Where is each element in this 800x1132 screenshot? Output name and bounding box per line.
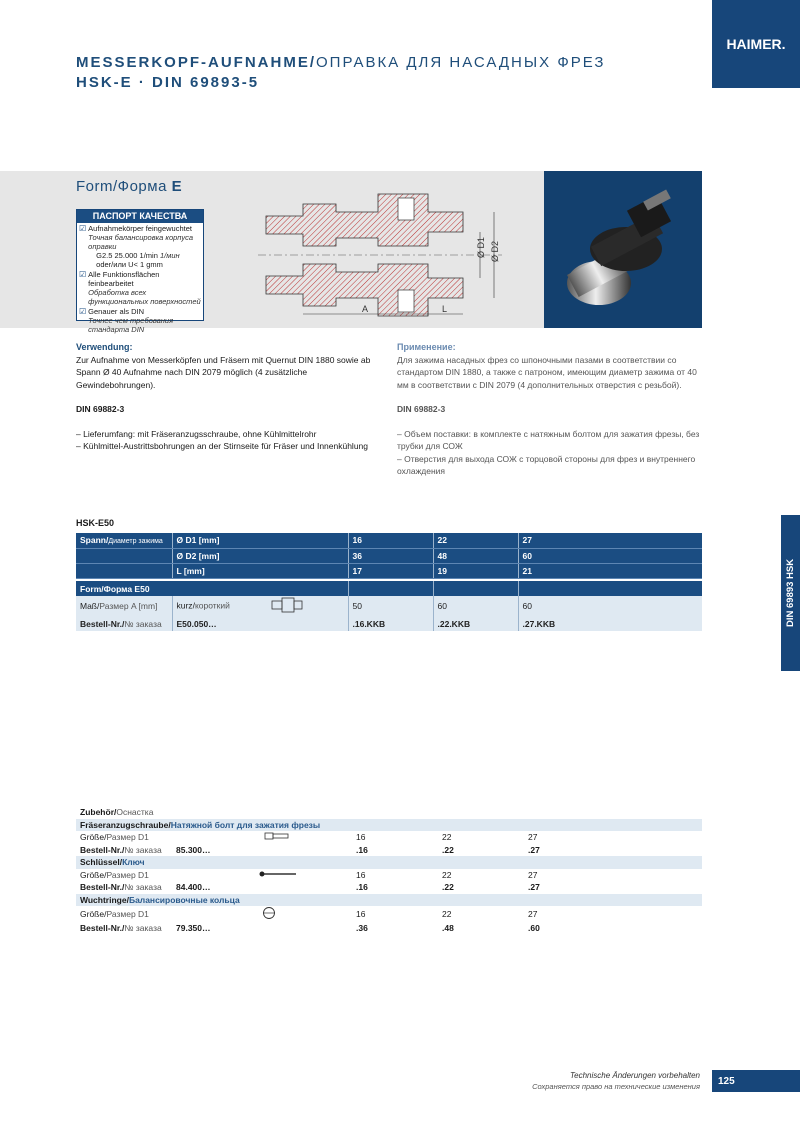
checkbox-icon: ☑ [79,307,87,316]
table-row: Bestell-Nr./№ заказа 79.350… .36 .48 .60 [80,923,540,934]
page-title: MESSERKOPF-AUFNAHME/ОПРАВКА ДЛЯ НАСАДНЫХ ФРЕЗ [76,54,606,71]
table-row: Ø D2 [mm] 36 48 60 [76,548,702,563]
table-row: Wuchtringe/Балансировочные кольца [76,894,702,907]
usage-ru: Применение: Для зажима насадных фрез со шпоночными пазами в соответствии со стандартом DIN 1880, а также с патроном, имеющим диаметр зажима от 40 мм в соответствии с DIN 2079 (4 дополнительных отверстия с резьбой). DIN 69882-3 – Объем поставки: в комплекте с натяжным болтом для зажатия фрезы, без трубки для СОЖ – Отверстия для выхода СОЖ с торцовой стороны для фрез и внутреннего охлаждения [397,342,700,476]
footer-note-de: Technische Änderungen vorbehalten [569,1071,700,1080]
screw-icon [264,831,290,843]
table-row: Bestell-Nr./№ заказа E50.050… .16.KKB .22.KKB .27.KKB [76,616,702,631]
product-photo [544,171,702,328]
table-row: Schlüssel/Ключ [76,856,702,869]
table-row: Größe/Размер D1 16 22 27 [80,869,538,880]
table-row: Spann/Диаметр зажима Ø D1 [mm] 16 22 27 [76,533,702,548]
passport-header: ПАСПОРТ КАЧЕСТВА [77,210,203,223]
haimer-logo: HAIMER. [712,0,800,88]
checkbox-icon: ☑ [79,270,87,279]
spec-table [76,533,702,631]
key-icon [258,870,298,880]
footer-note-ru: Сохраняется право на технические изменения [532,1082,700,1091]
passport-item: ☑ Alle Funktionsflächen feinbearbeitet Обработка всех функциональных поверхностей [79,270,201,306]
form-title: Form/Форма E [76,178,183,195]
checkbox-icon: ☑ [79,224,87,233]
table-row: L [mm] 17 19 21 [76,563,702,578]
table-row: Maß/Размер A [mm] kurz/короткий 50 60 60 [76,596,702,616]
holder-icon [270,596,306,616]
page-subtitle: HSK-E · DIN 69893-5 [76,74,260,91]
passport-item: ☑ Aufnahmekörper feingewuchtet Точная балансировка корпуса оправки G2.5 25.000 1/min 1/мин oder/или U< 1 gmm [79,224,194,269]
technical-drawing [258,186,502,320]
dim-a-label: A [362,304,369,314]
section-side-tab: DIN 69893 HSK [781,515,800,671]
table-row: Größe/Размер D1 16 22 27 [76,906,702,922]
accessories-table [76,806,702,935]
table-row: Form/Форма E50 [76,581,702,596]
page-number: 125 [712,1070,800,1092]
table-row: Bestell-Nr./№ заказа 84.400… .16 .22 .27 [80,882,540,893]
passport-item: ☑ Genauer als DIN Точнее чем требования стандарта DIN [79,307,174,334]
balance-ring-icon [262,906,276,922]
dim-d1-label: Ø D1 [476,236,486,258]
table-row: Bestell-Nr./№ заказа 85.300… .16 .22 .27 [80,844,540,855]
table-label: HSK-E50 [76,518,115,528]
table-row: Zubehör/Оснастка [80,807,154,818]
table-row: Fräseranzugschraube/Натяжной болт для зажатия фрезы [76,819,702,832]
usage-de: Verwendung: Zur Aufnahme von Messerköpfen und Fräsern mit Quernut DIN 1880 sowie ab Spann Ø 40 Aufnahme nach DIN 2079 möglich (4 zusätzliche Gewindebohrungen). DIN 69882-3 – Lieferumfang: mit Fräseranzugsschraube, ohne Kühlmittelrohr – Kühlmittel-Austrittsbohrungen an der Stirnseite für Fräser und Innenkühlung [76,342,371,451]
dim-l-label: L [442,304,448,314]
dim-d2-label: Ø D2 [490,240,500,262]
quality-passport [76,209,204,334]
table-row: Größe/Размер D1 16 22 27 [80,832,538,843]
